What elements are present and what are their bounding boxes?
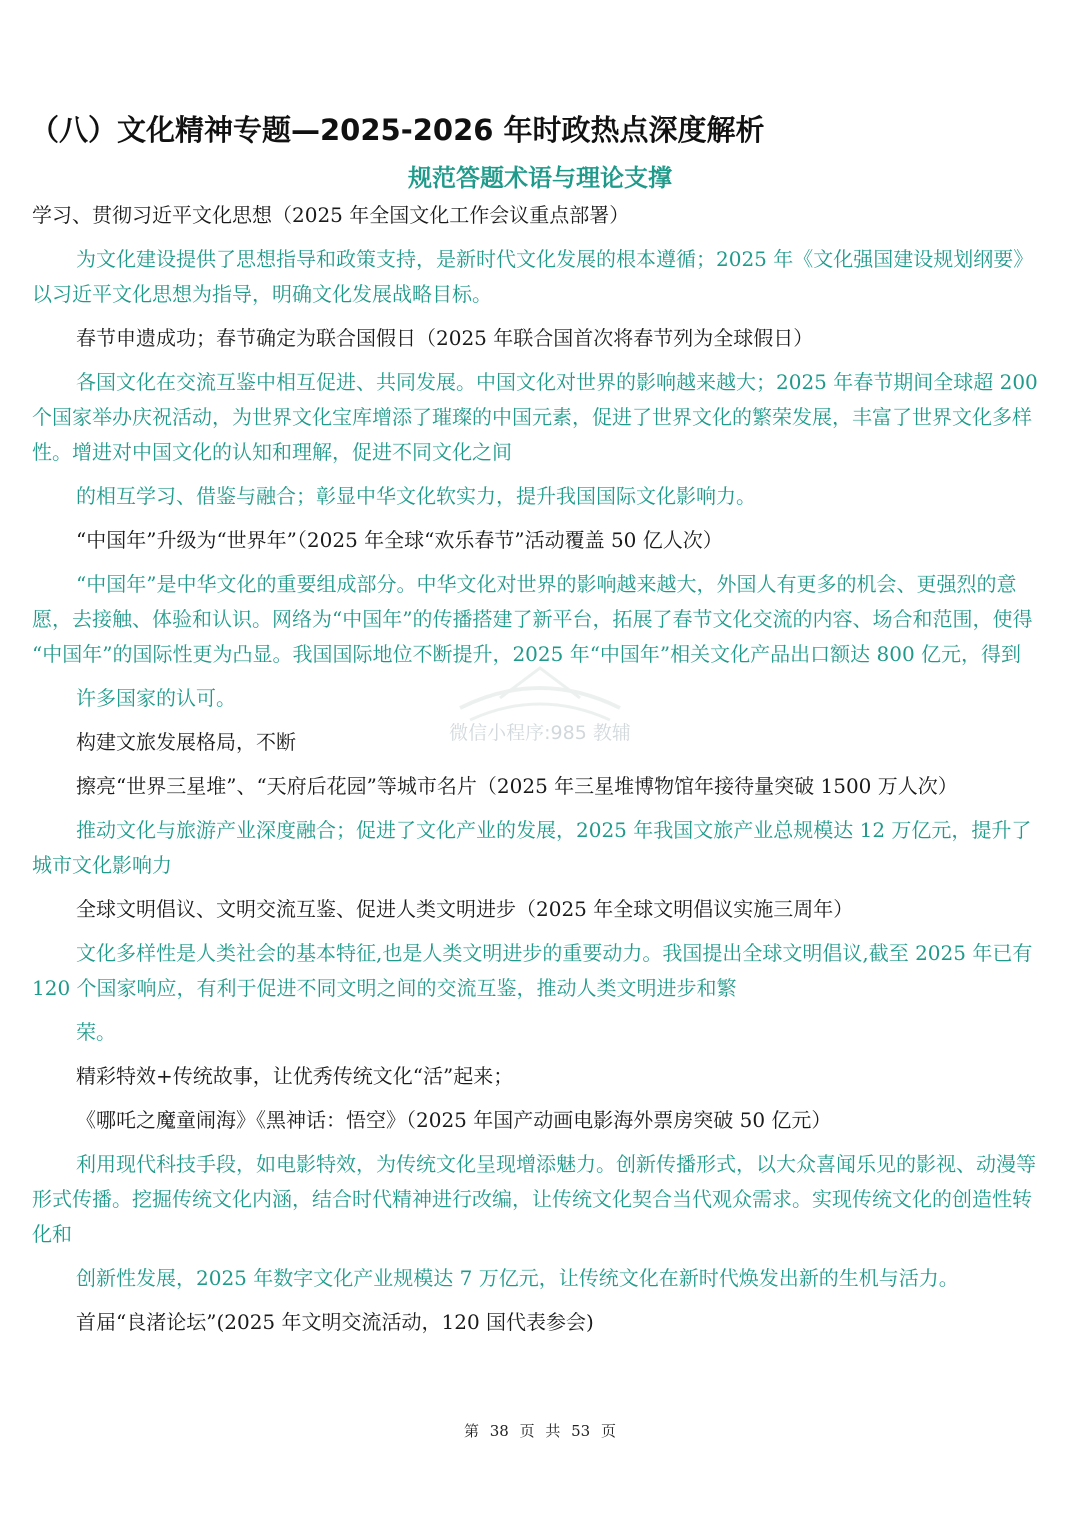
- content-body: [32, 198, 1050, 1349]
- topic-line: 构建文旅发展格局，不断: [76, 730, 296, 754]
- section-subtitle: 规范答题术语与理论支撑: [408, 164, 672, 192]
- watermark-text: 微信小程序:985 教辅: [449, 722, 631, 744]
- page-number: 第 38 页 共 53 页: [463, 1422, 616, 1440]
- topic-line: 《哪吒之魔童闹海》《黑神话：悟空》（2025 年国产动画电影海外票房突破 50 亿元）: [76, 1108, 832, 1132]
- answer-paragraph: 利用现代科技手段，如电影特效，为传统文化呈现增添魅力。创新传播形式，以大众喜闻乐见的影视、动漫等形式传播。挖掘传统文化内涵，结合时代精神进行改编，让传统文化契合当代观众需求。实现传统文化的创造性转化和: [32, 1152, 1036, 1246]
- topic-line: 春节申遗成功；春节确定为联合国假日（2025 年联合国首次将春节列为全球假日）: [76, 326, 814, 350]
- answer-continuation: 创新性发展，2025 年数字文化产业规模达 7 万亿元，让传统文化在新时代焕发出新的生机与活力。: [76, 1266, 959, 1290]
- topic-line: 学习、贯彻习近平文化思想（2025 年全国文化工作会议重点部署）: [32, 203, 630, 227]
- answer-paragraph: 为文化建设提供了思想指导和政策支持，是新时代文化发展的根本遵循；2025 年《文化强国建设规划纲要》以习近平文化思想为指导，明确文化发展战略目标。: [32, 247, 1034, 306]
- topic-line: 首届“良渚论坛”(2025 年文明交流活动，120 国代表参会): [76, 1310, 594, 1334]
- answer-paragraph: 文化多样性是人类社会的基本特征,也是人类文明进步的重要动力。我国提出全球文明倡议,截至 2025 年已有 120 个国家响应，有利于促进不同文明之间的交流互鉴，推动人类文明进步和繁: [32, 941, 1033, 1000]
- answer-paragraph: 推动文化与旅游产业深度融合；促进了文化产业的发展，2025 年我国文旅产业总规模达 12 万亿元，提升了城市文化影响力: [32, 818, 1032, 877]
- topic-line: 擦亮“世界三星堆”、“天府后花园”等城市名片（2025 年三星堆博物馆年接待量突破 1500 万人次）: [76, 774, 958, 798]
- topic-line: 全球文明倡议、文明交流互鉴、促进人类文明进步（2025 年全球文明倡议实施三周年）: [76, 897, 854, 921]
- topic-line: “中国年”升级为“世界年”（2025 年全球“欢乐春节”活动覆盖 50 亿人次）: [76, 528, 723, 552]
- answer-paragraph: “中国年”是中华文化的重要组成部分。中华文化对世界的影响越来越大，外国人有更多的机会、更强烈的意愿，去接触、体验和认识。网络为“中国年”的传播搭建了新平台，拓展了春节文化交流的内容、场合和范围，使得 “中国年”的国际性更为凸显。我国国际地位不断提升，2025 年“中国年”相关文化产品出口额达 800 亿元，得到: [32, 572, 1033, 666]
- topic-line: 精彩特效+传统故事，让优秀传统文化“活”起来；: [76, 1064, 514, 1088]
- answer-continuation: 荣。: [76, 1020, 116, 1044]
- page-title: （八）文化精神专题—2025-2026 年时政热点深度解析: [30, 113, 765, 147]
- answer-paragraph: 各国文化在交流互鉴中相互促进、共同发展。中国文化对世界的影响越来越大；2025 年春节期间全球超 200 个国家举办庆祝活动，为世界文化宝库增添了璀璨的中国元素，促进了世界文化的繁荣发展，丰富了世界文化多样性。增进对中国文化的认知和理解，促进不同文化之间: [32, 370, 1038, 464]
- answer-continuation: 许多国家的认可。: [76, 686, 236, 710]
- answer-continuation: 的相互学习、借鉴与融合；彰显中华文化软实力，提升我国国际文化影响力。: [76, 484, 756, 508]
